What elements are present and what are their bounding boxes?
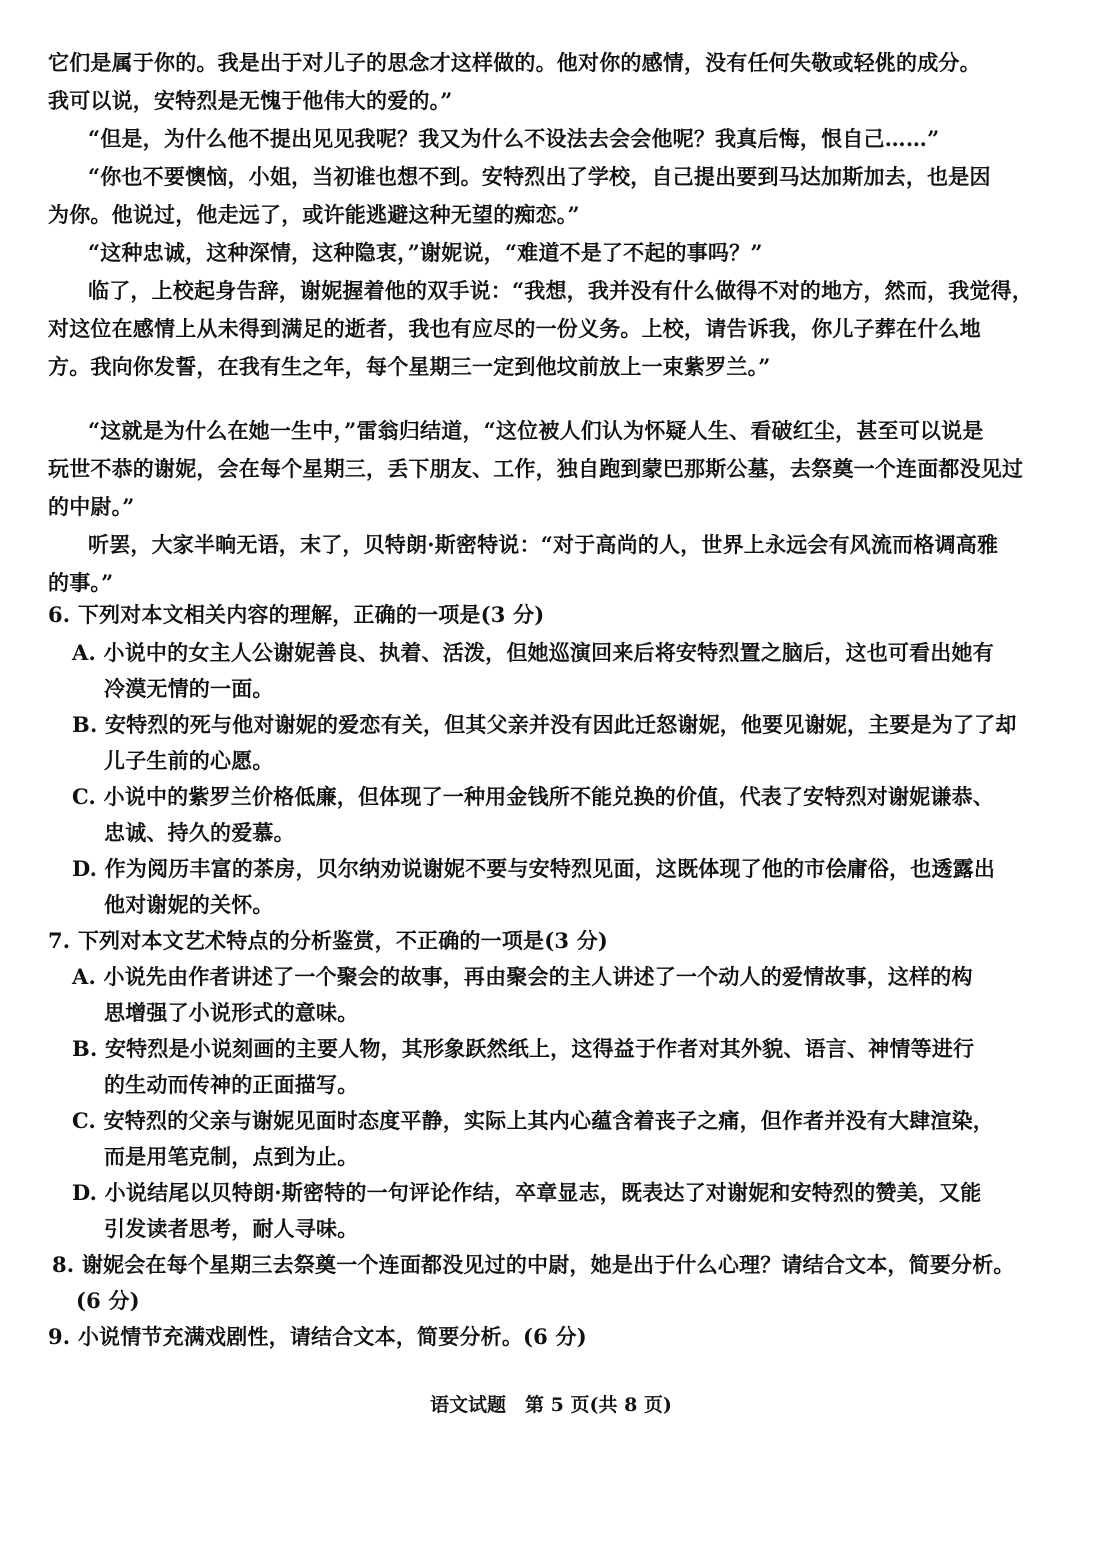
passage-line: “但是，为什么他不提出见见我呢？我又为什么不设法去会会他呢？我真后悔，恨自己……”	[88, 126, 940, 151]
question-line: B. 安特烈的死与他对谢妮的爱恋有关，但其父亲并没有因此迁怒谢妮，他要见谢妮，主要是为了了却	[72, 712, 1017, 737]
passage-line: 为你。他说过，他走远了，或许能逃避这种无望的痴恋。”	[48, 202, 580, 227]
question-line: A. 小说中的女主人公谢妮善良、执着、活泼，但她巡演回来后将安特烈置之脑后，这也可看出她有	[72, 640, 994, 665]
page-footer: 语文试题 第 5 页(共 8 页)	[430, 1394, 672, 1416]
question-line: 引发读者思考，耐人寻味。	[104, 1216, 359, 1241]
passage-line: 它们是属于你的。我是出于对儿子的思念才这样做的。他对你的感情，没有任何失敬或轻佻的成分。	[48, 50, 981, 75]
question-line: (6 分)	[76, 1288, 140, 1313]
question-line: C. 小说中的紫罗兰价格低廉，但体现了一种用金钱所不能兑换的价值，代表了安特烈对谢妮谦恭、	[72, 784, 994, 809]
question-line: C. 安特烈的父亲与谢妮见面时态度平静，实际上其内心蕴含着丧子之痛，但作者并没有大肆渲染，	[72, 1108, 994, 1133]
question-line: 6. 下列对本文相关内容的理解，正确的一项是(3 分)	[48, 602, 545, 627]
question-line: 8. 谢妮会在每个星期三去祭奠一个连面都没见过的中尉，她是出于什么心理？请结合文本，简要分析。	[52, 1252, 1015, 1277]
question-line: 的生动而传神的正面描写。	[104, 1072, 359, 1097]
passage-line: “这种忠诚，这种深情，这种隐衷，”谢妮说，“难道不是了不起的事吗？”	[88, 240, 763, 265]
question-line: D. 小说结尾以贝特朗·斯密特的一句评论作结，卒章显志，既表达了对谢妮和安特烈的赞美，又能	[72, 1180, 982, 1205]
passage-line: 临了，上校起身告辞，谢妮握着他的双手说：“我想，我并没有什么做得不对的地方，然而，我觉得，	[88, 278, 1034, 303]
question-line: 冷漠无情的一面。	[104, 676, 274, 701]
question-line: 他对谢妮的关怀。	[104, 892, 274, 917]
question-line: 9. 小说情节充满戏剧性，请结合文本，简要分析。(6 分)	[48, 1324, 587, 1349]
passage-line: 的中尉。”	[48, 494, 135, 519]
passage-line: 方。我向你发誓，在我有生之年，每个星期三一定到他坟前放上一束紫罗兰。”	[48, 354, 771, 379]
question-line: 思增强了小说形式的意味。	[104, 1000, 359, 1025]
question-line: 而是用笔克制，点到为止。	[104, 1144, 359, 1169]
passage-line: “你也不要懊恼，小姐，当初谁也想不到。安特烈出了学校，自己提出要到马达加斯加去，也是因	[88, 164, 991, 189]
question-line: A. 小说先由作者讲述了一个聚会的故事，再由聚会的主人讲述了一个动人的爱情故事，这样的构	[72, 964, 973, 989]
passage-line: 我可以说，安特烈是无愧于他伟大的爱的。”	[48, 88, 453, 113]
passage-line: 听罢，大家半晌无语，末了，贝特朗·斯密特说：“对于高尚的人，世界上永远会有风流而格调高雅	[88, 532, 999, 557]
question-line: 儿子生前的心愿。	[104, 748, 274, 773]
question-line: 忠诚、持久的爱慕。	[104, 820, 295, 845]
passage-line: 的事。”	[48, 570, 114, 595]
question-line: D. 作为阅历丰富的茶房，贝尔纳劝说谢妮不要与安特烈见面，这既体现了他的市侩庸俗，也透露出	[72, 856, 996, 881]
passage-line: 玩世不恭的谢妮，会在每个星期三，丢下朋友、工作，独自跑到蒙巴那斯公墓，去祭奠一个连面都没见过	[48, 456, 1024, 481]
passage-line: “这就是为什么在她一生中，”雷翁归结道，“这位被人们认为怀疑人生、看破红尘，甚至可以说是	[88, 418, 984, 443]
question-line: B. 安特烈是小说刻画的主要人物，其形象跃然纸上，这得益于作者对其外貌、语言、神情等进行	[72, 1036, 975, 1061]
question-line: 7. 下列对本文艺术特点的分析鉴赏，不正确的一项是(3 分)	[48, 928, 609, 953]
passage-line: 对这位在感情上从未得到满足的逝者，我也有应尽的一份义务。上校，请告诉我，你儿子葬在什么地	[48, 316, 981, 341]
